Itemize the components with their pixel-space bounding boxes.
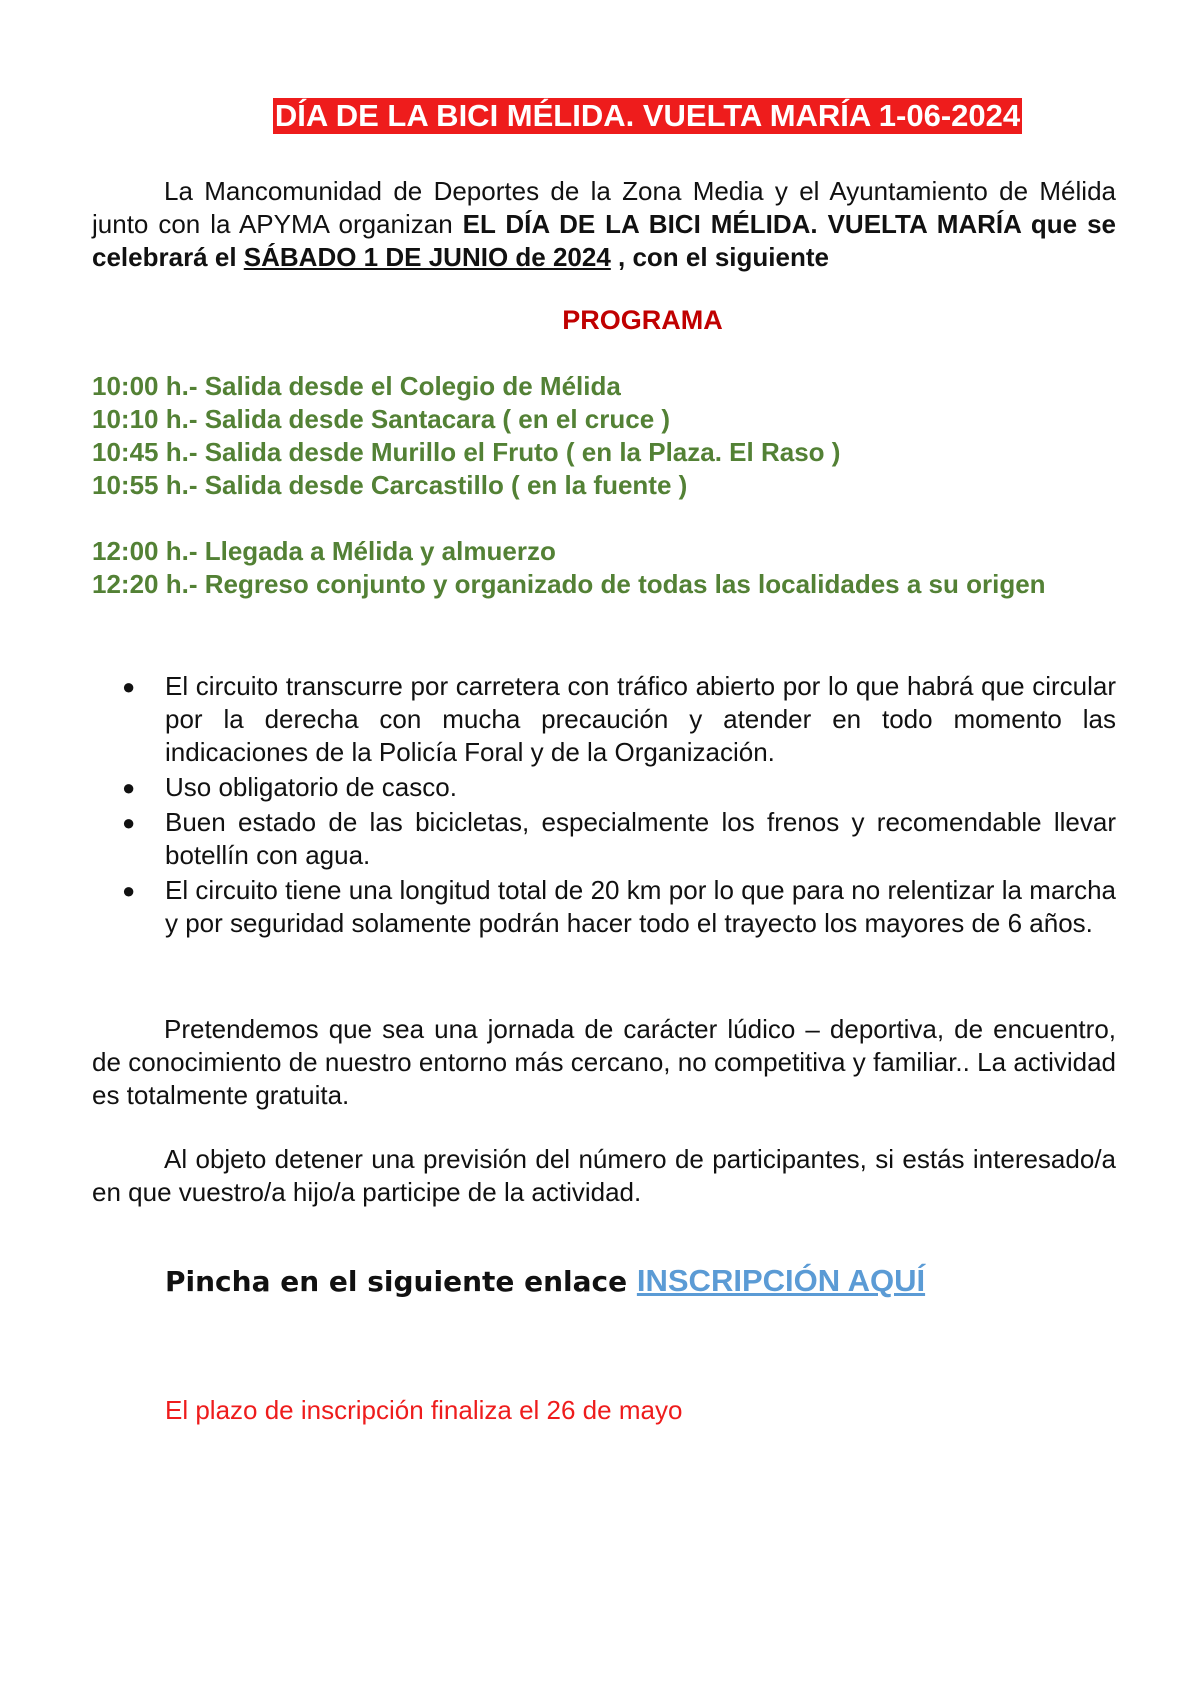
page-title: DÍA DE LA BICI MÉLIDA. VUELTA MARÍA 1-06-2024 <box>274 98 1021 133</box>
link-prompt: Pincha en el siguiente enlace <box>165 1265 637 1298</box>
schedule-item: 10:55 h.- Salida desde Carcastillo ( en la fuente ) <box>92 470 688 500</box>
registration-link[interactable]: INSCRIPCIÓN AQUÍ <box>636 1263 926 1298</box>
list-item-text: El circuito transcurre por carretera con tráfico abierto por lo que habrá que circular por la derecha con mucha precaución y atender en todo momento las indicaciones de la Policía Foral y de la Organización. <box>165 671 1116 767</box>
list-item-text: Buen estado de las bicicletas, especialmente los frenos y recomendable llevar botellín con agua. <box>165 807 1116 870</box>
bullet-dot-icon: ● <box>122 674 136 699</box>
list-item <box>92 806 1116 872</box>
intro-end: , con el siguiente <box>610 242 829 272</box>
link-line <box>165 1263 925 1299</box>
registration-text: Al objeto detener una previsión del número de participantes, si estás interesado/a en que vuestro/a hijo/a participe de la actividad. <box>92 1144 1116 1207</box>
title-container <box>0 98 1200 134</box>
intro-paragraph <box>92 175 1116 274</box>
list-item-text: El circuito tiene una longitud total de 20 km por lo que para no relentizar la marcha y por seguridad solamente podrán hacer todo el trayecto los mayores de 6 años. <box>165 875 1116 938</box>
intro-event-name: EL DÍA DE LA BICI MÉLIDA. VUELTA MARÍA que se celebrará el <box>92 209 1116 272</box>
deadline-notice: El plazo de inscripción finaliza el 26 de mayo <box>165 1395 683 1425</box>
schedule-departures <box>92 370 1116 502</box>
registration-paragraph <box>92 1143 1116 1209</box>
rules-list <box>92 670 1116 942</box>
list-item <box>92 670 1116 769</box>
bullet-dot-icon: ● <box>122 775 136 800</box>
schedule-arrival <box>92 535 1116 601</box>
intro-date: SÁBADO 1 DE JUNIO de 2024 <box>243 242 611 272</box>
schedule-item: 10:00 h.- Salida desde el Colegio de Mélida <box>92 371 621 401</box>
list-item <box>92 874 1116 940</box>
description-text: Pretendemos que sea una jornada de carácter lúdico – deportiva, de encuentro, de conocimiento de nuestro entorno más cercano, no competitiva y familiar.. La actividad es totalmente gratuita. <box>92 1014 1116 1110</box>
list-item <box>92 771 1116 804</box>
list-item-text: Uso obligatorio de casco. <box>165 772 457 802</box>
schedule-item: 10:45 h.- Salida desde Murillo el Fruto ( en la Plaza. El Raso ) <box>92 437 841 467</box>
schedule-item: 12:00 h.- Llegada a Mélida y almuerzo <box>92 536 556 566</box>
schedule-item: 10:10 h.- Salida desde Santacara ( en el cruce ) <box>92 404 671 434</box>
bullet-dot-icon: ● <box>122 878 136 903</box>
programa-heading: PROGRAMA <box>562 305 723 335</box>
schedule-item: 12:20 h.- Regreso conjunto y organizado de todas las localidades a su origen <box>92 569 1046 599</box>
intro-text: La Mancomunidad de Deportes de la Zona Media y el Ayuntamiento de Mélida junto con la APYMA organizan <box>92 176 1116 239</box>
bullet-dot-icon: ● <box>122 810 136 835</box>
description-paragraph <box>92 1013 1116 1112</box>
